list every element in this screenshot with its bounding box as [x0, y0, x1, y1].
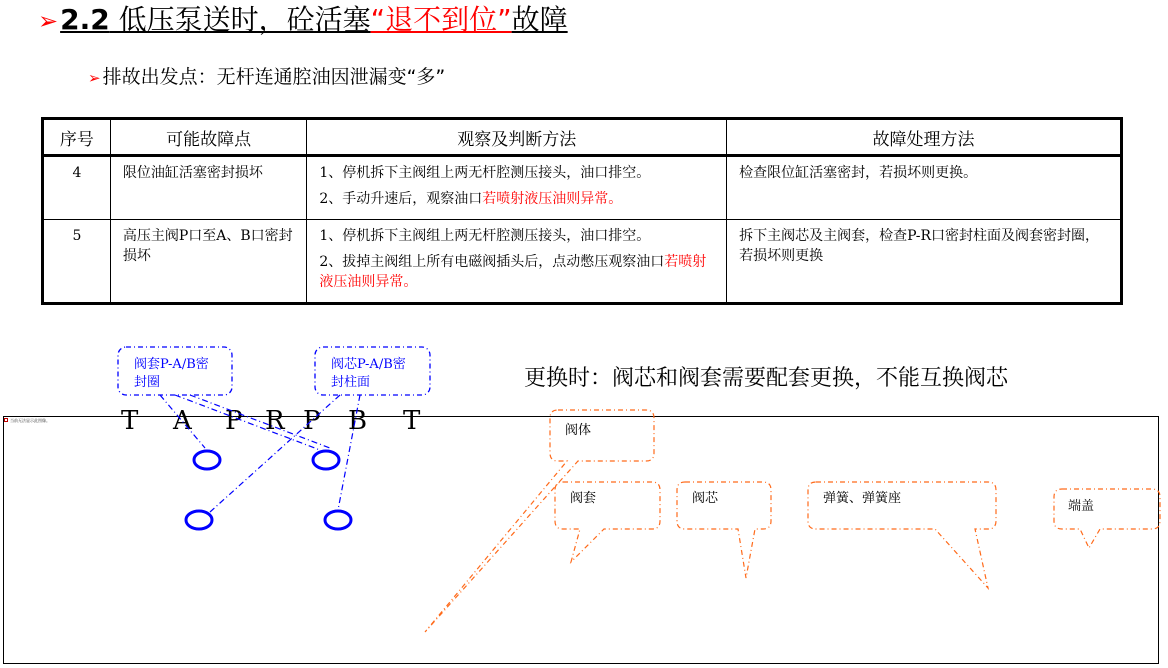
blue-callout-line: 阀芯P-A/B密: [331, 357, 406, 372]
method-step-1: 1、停机拆下主阀组上两无杆腔测压接头，油口排空。: [319, 228, 651, 244]
method-step-2-text: 2、手动升速后，观察油口: [319, 191, 483, 207]
blue-leader-line: [210, 395, 340, 512]
row-fault: 限位油缸活塞密封损坏: [110, 156, 307, 220]
image-placeholder-caption: 当前无法显示此图像。: [10, 418, 50, 423]
port-label: R: [265, 406, 285, 436]
blue-leader-line: [338, 395, 360, 510]
method-step-2-text: 2、拔掉主阀组上所有电磁阀插头后，点动憋压观察油口: [319, 254, 665, 270]
title-suffix: 故障: [511, 3, 568, 36]
port-label: T: [121, 406, 139, 436]
subtitle-arrow-icon: ➢: [88, 69, 101, 87]
part-label-sleeve: 阀套: [570, 491, 597, 506]
header-method: 观察及判断方法: [307, 119, 727, 156]
seal-ring-icon: [313, 451, 339, 469]
part-label-spool: 阀芯: [692, 491, 719, 506]
part-label-cover: 端盖: [1068, 499, 1095, 514]
title-arrow-icon: ➢: [38, 7, 59, 35]
orange-callout-body: [425, 410, 654, 632]
row-fix: 拆下主阀芯及主阀套，检查P-R口密封柱面及阀套密封圈，若损坏则更换: [727, 220, 1122, 304]
blue-callout-line: 阀套P-A/B密: [134, 357, 209, 372]
header-fix: 故障处理方法: [727, 119, 1122, 156]
port-label: P: [225, 406, 243, 436]
seal-ring-icon: [186, 511, 212, 529]
row-num: 4: [43, 156, 111, 220]
blue-callout-line: 封圈: [134, 375, 161, 390]
port-label: T: [403, 406, 421, 436]
seal-ring-icon: [325, 511, 351, 529]
seal-ring-icon: [194, 451, 220, 469]
title-number: 2.2: [60, 3, 110, 36]
blue-leader-line: [175, 395, 320, 450]
method-step-2-warning: 若喷射液压油则异常。: [319, 254, 707, 290]
part-label-spring: 弹簧、弹簧座: [823, 491, 902, 506]
subtitle-text: 排故出发点：无杆连通腔油因泄漏变“多”: [102, 66, 446, 88]
header-num: 序号: [43, 119, 111, 156]
replace-note: 更换时：阀芯和阀套需要配套更换，不能互换阀芯: [524, 366, 1009, 391]
blue-callout-text: [134, 356, 209, 392]
method-step-2-warning: 若喷射液压油则异常。: [482, 191, 623, 207]
header-fault: 可能故障点: [110, 119, 307, 156]
title-text: 低压泵送时，砼活塞: [109, 3, 371, 36]
blue-callout-line: 封柱面: [331, 375, 371, 390]
blue-callout-text: [331, 356, 406, 392]
row-num: 5: [43, 220, 111, 304]
row-fix: 检查限位缸活塞密封，若损坏则更换。: [727, 156, 1122, 220]
port-label: A: [173, 406, 192, 436]
row-fault: 高压主阀P口至A、B口密封损坏: [110, 220, 307, 304]
method-step-1: 1、停机拆下主阀组上两无杆腔测压接头，油口排空。: [319, 165, 651, 181]
blue-leader-line: [190, 395, 330, 448]
part-label-body: 阀体: [565, 423, 592, 438]
blue-leader-line: [160, 395, 205, 448]
title-highlight: “退不到位”: [370, 3, 512, 36]
port-label: P: [303, 406, 321, 436]
port-label: B: [348, 406, 368, 436]
